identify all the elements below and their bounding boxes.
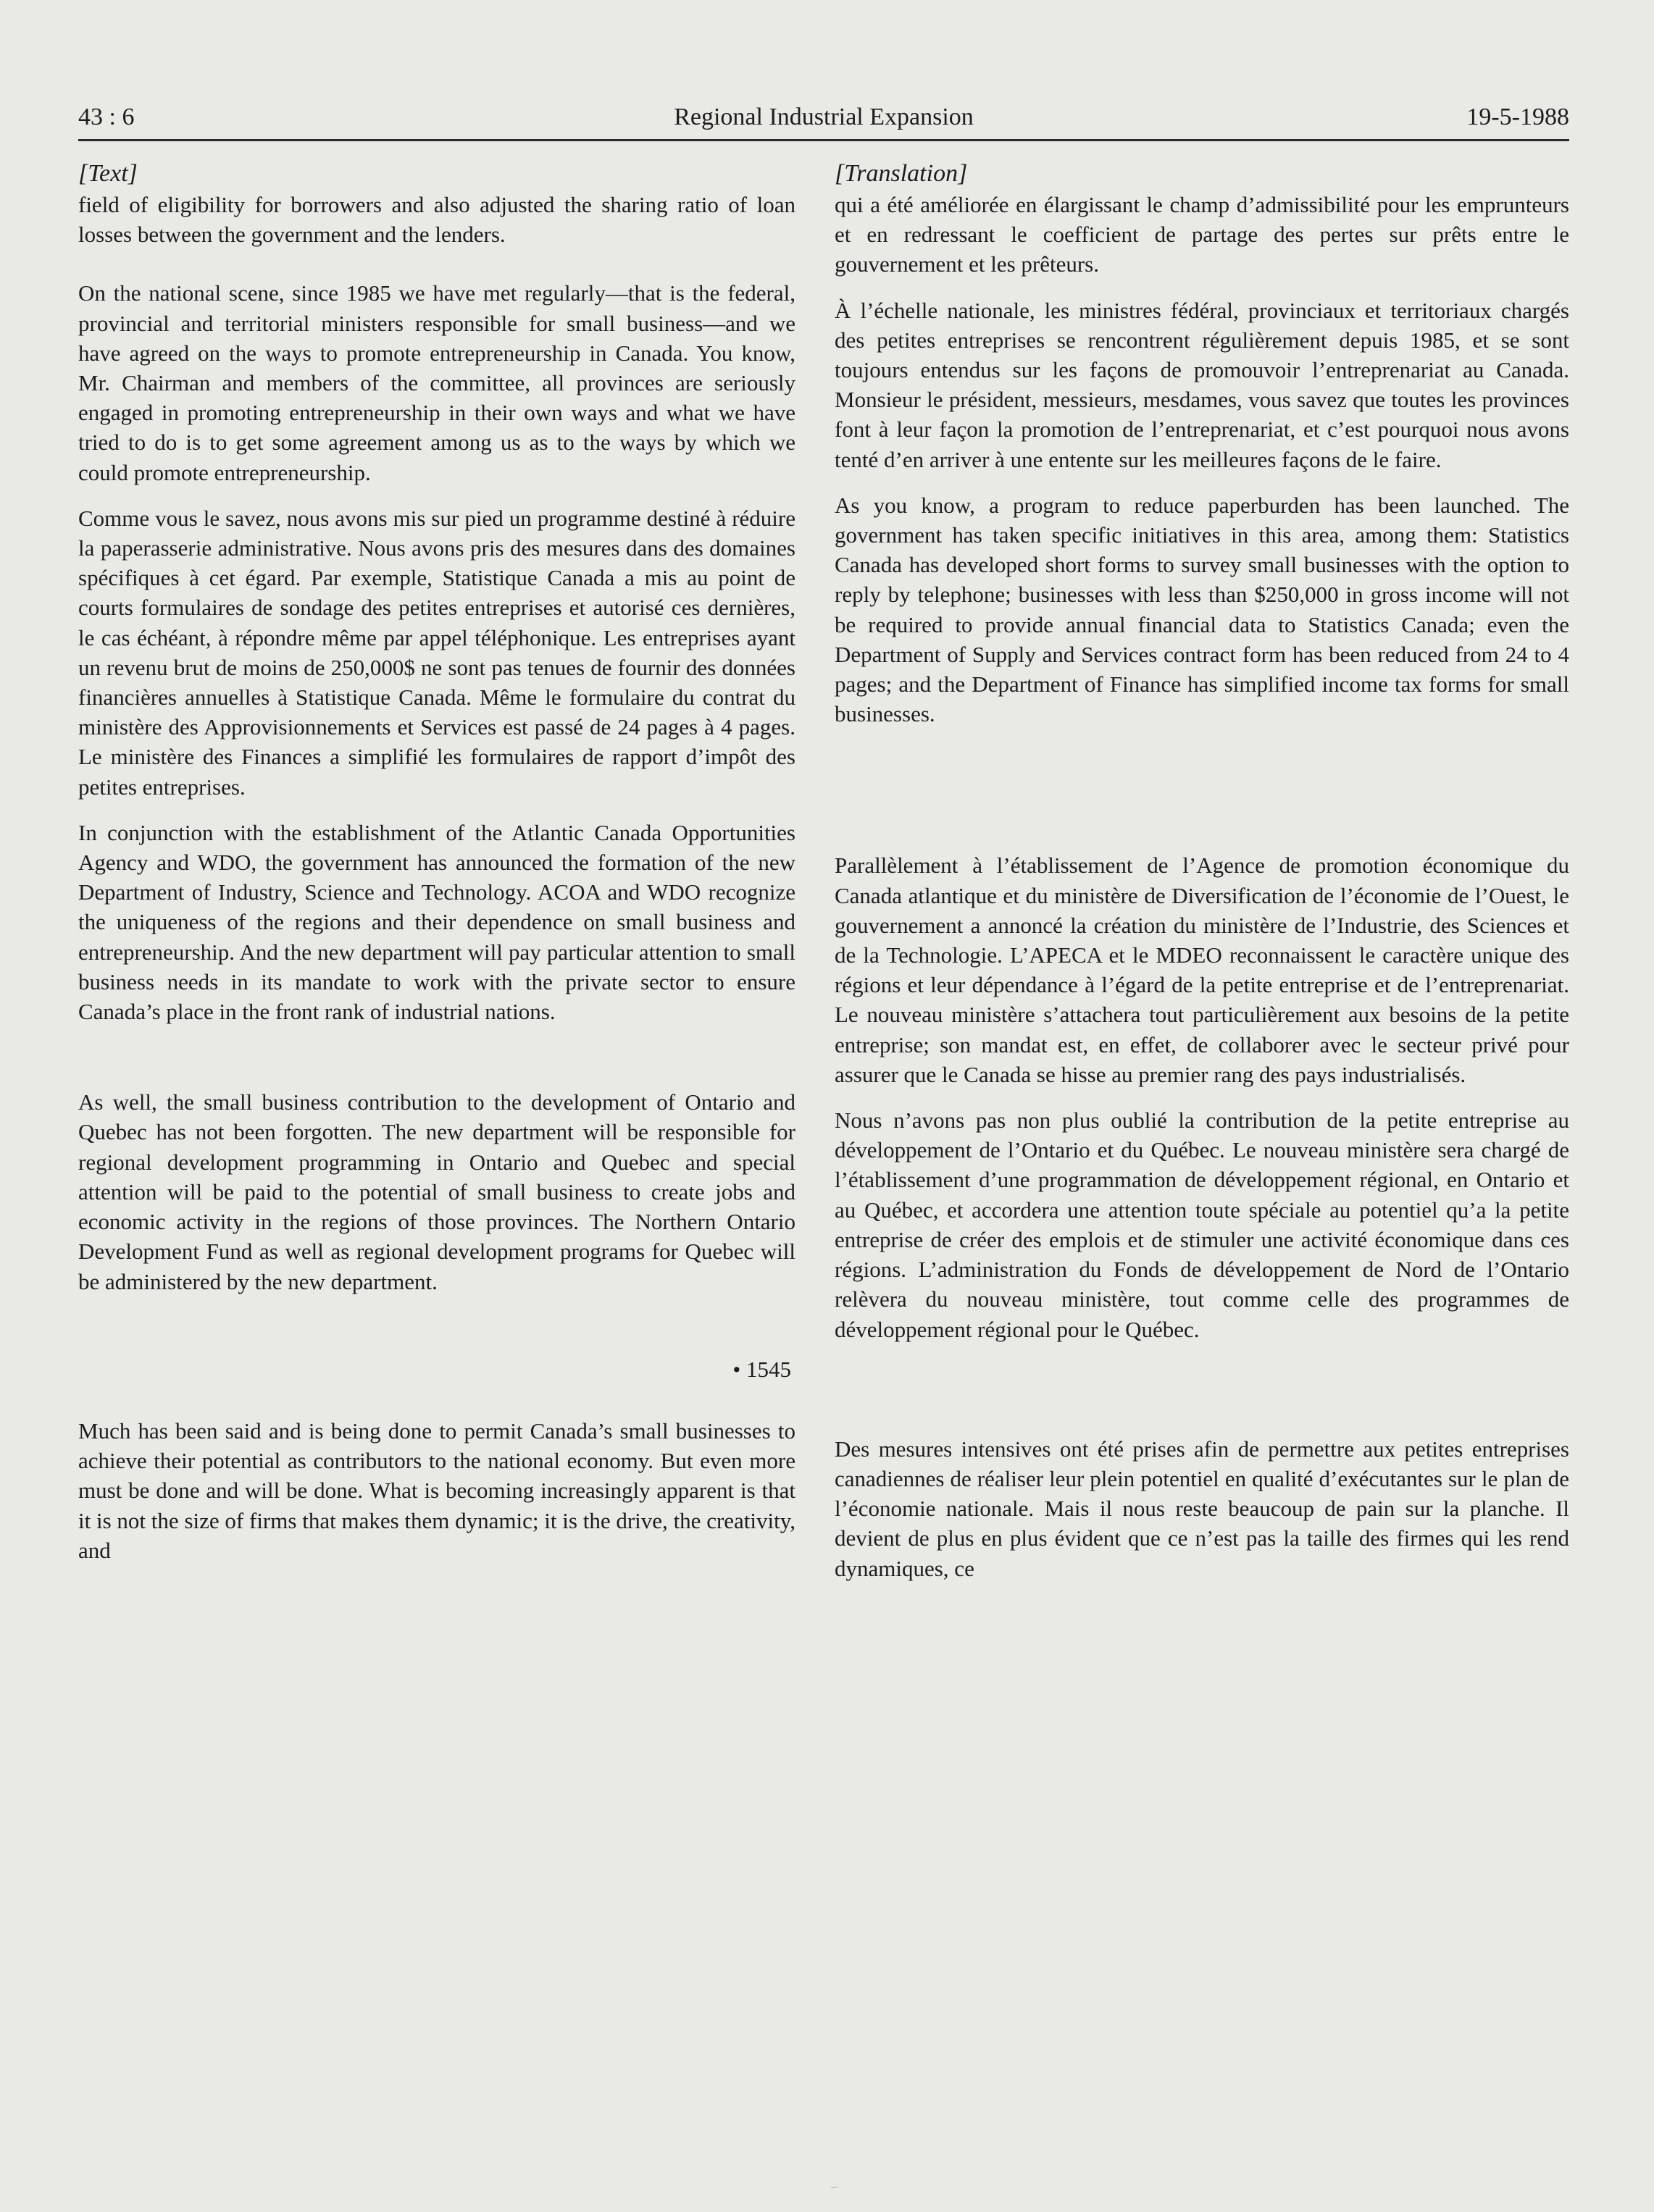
paragraph-echelle-nationale: À l’échelle nationale, les ministres fédéral, provinciaux et territoriaux chargés des petites entreprises se rencontrent régulièrement depuis 1985, et se sont toujours entendus sur les façons de promouvoir l’entreprenariat au Canada. Monsieur le président, messieurs, mesdames, vous savez que toutes les provinces font à leur façon la promotion de l’entreprenariat, et c’est pourquoi nous avons tenté d’en arriver à une entente sur les meilleures façons de le faire. bbox=[835, 297, 1569, 472]
paragraph-acoa-wdo: In conjunction with the establishment of the Atlantic Canada Opportunities Agency and WDO, the government has announced the formation of the new Department of Industry, Science and Technology. ACOA and WDO recognize the uniqueness of the regions and their dependence on small business and entrepreneurship. And the new department will pay particular attention to small business needs in its mandate to work with the private sector to ensure Canada’s place in the front rank of industrial nations. bbox=[78, 819, 795, 1025]
page-date: 19-5-1988 bbox=[1466, 104, 1569, 130]
running-title: Regional Industrial Expansion bbox=[674, 104, 974, 130]
page-number: 43 : 6 bbox=[78, 104, 135, 130]
paragraph-contribution: Nous n’avons pas non plus oublié la contribution de la petite entreprise au développement de l’Ontario et du Québec. Le nouveau ministère sera chargé de l’établissement d’une programmation de développement régional, en Ontario et au Québec, et accordera une attention toute spéciale au potentiel qu’a la petite entreprise de créer des emplois et de stimuler une activité économique dans ces régions. L’administration du Fonds de développement de Nord de l’Ontario relèvera du nouveau ministère, tout comme celle des programmes de développement régional pour le Québec. bbox=[835, 1107, 1569, 1342]
paragraph-apeca-mdeo: Parallèlement à l’établissement de l’Agence de promotion économique du Canada atlantique et du ministère de Diversification de l’économie de l’Ouest, le gouvernement a annoncé la création du ministère de l’Industrie, des Sciences et de la Technologie. L’APECA et le MDEO reconnaissent le caractère unique des régions et leur dépendance à l’égard de la petite entreprise et de l’entreprenariat. Le nouveau ministère s’attachera tout particulièrement aux besoins de la petite entreprise; son mandat est, en effet, de collaborer avec le secteur privé pour assurer que le Canada se hisse au premier rang des pays industrialisés. bbox=[835, 852, 1569, 1087]
translation-tag: [Translation] bbox=[835, 160, 968, 187]
english-column bbox=[78, 158, 795, 1565]
paragraph-eligibility: field of eligibility for borrowers and also adjusted the sharing ratio of loan losses between the government and the lenders. bbox=[78, 192, 795, 248]
paper-mark: ∽ bbox=[830, 2182, 840, 2194]
text-tag: [Text] bbox=[78, 160, 138, 187]
paragraph-mesures-intensives: Des mesures intensives ont été prises afin de permettre aux petites entreprises canadiennes de réaliser leur plein potentiel en qualité d’exécutantes sur le plan de l’économie nationale. Mais il nous reste beaucoup de pain sur la planche. Il devient de plus en plus évident que ce n’est pas la taille des firmes qui les rend dynamiques, ce bbox=[835, 1436, 1569, 1581]
paragraph-paperasserie: Comme vous le savez, nous avons mis sur pied un programme destiné à réduire la paperasserie administrative. Nous avons pris des mesures dans des domaines spécifiques à cet égard. Par exemple, Statistique Canada a mis au point de courts formulaires de sondage des petites entreprises et autorisé ces dernières, le cas échéant, à répondre même par appel téléphonique. Les entreprises ayant un revenu brut de moins de 250,000$ ne sont pas tenues de fournir des données financières annuelles à Statistique Canada. Même le formulaire du contrat du ministère des Approvisionnements et Services est passé de 24 pages à 4 pages. Le ministère des Finances a simplifié les formulaires de rapport d’impôt des petites entreprises. bbox=[78, 505, 795, 800]
paragraph-admissibilite: qui a été améliorée en élargissant le champ d’admissibilité pour les emprunteurs et en redressant le coefficient de partage des pertes sur prêts entre le gouvernement et les prêteurs. bbox=[835, 192, 1569, 277]
translation-column bbox=[835, 158, 1569, 1583]
paragraph-paperburden: As you know, a program to reduce paperburden has been launched. The government has taken specific initiatives in this area, among them: Statistics Canada has developed short forms to survey small businesses with the option to reply by telephone; businesses with less than $250,000 in gross income will not be required to provide annual financial data to Statistics Canada; even the Department of Supply and Services contract form has been reduced from 24 to 4 pages; and the Department of Finance has simplified income tax forms for small businesses. bbox=[835, 492, 1569, 727]
time-marker: • 1545 bbox=[732, 1356, 791, 1382]
page-header bbox=[78, 101, 1569, 141]
paragraph-ontario-quebec: As well, the small business contribution to the development of Ontario and Quebec has not been forgotten. The new department will be responsible for regional development programming in Ontario and Quebec and special attention will be paid to the potential of small business to create jobs and economic activity in the regions of those provinces. The Northern Ontario Development Fund as well as regional development programs for Quebec will be administered by the new department. bbox=[78, 1089, 795, 1294]
paragraph-national-scene: On the national scene, since 1985 we have met regularly—that is the federal, provincial and territorial ministers responsible for small business—and we have agreed on the ways to promote entrepreneurship in Canada. You know, Mr. Chairman and members of the committee, all provinces are seriously engaged in promoting entrepreneurship in their own ways and what we have tried to do is to get some agreement among us as to the ways by which we could promote entrepreneurship. bbox=[78, 280, 795, 485]
paragraph-much-has-been-said: Much has been said and is being done to permit Canada’s small businesses to achieve their potential as contributors to the national economy. But even more must be done and will be done. What is becoming increasingly apparent is that it is not the size of firms that makes them dynamic; it is the drive, the creativity, and bbox=[78, 1417, 795, 1563]
